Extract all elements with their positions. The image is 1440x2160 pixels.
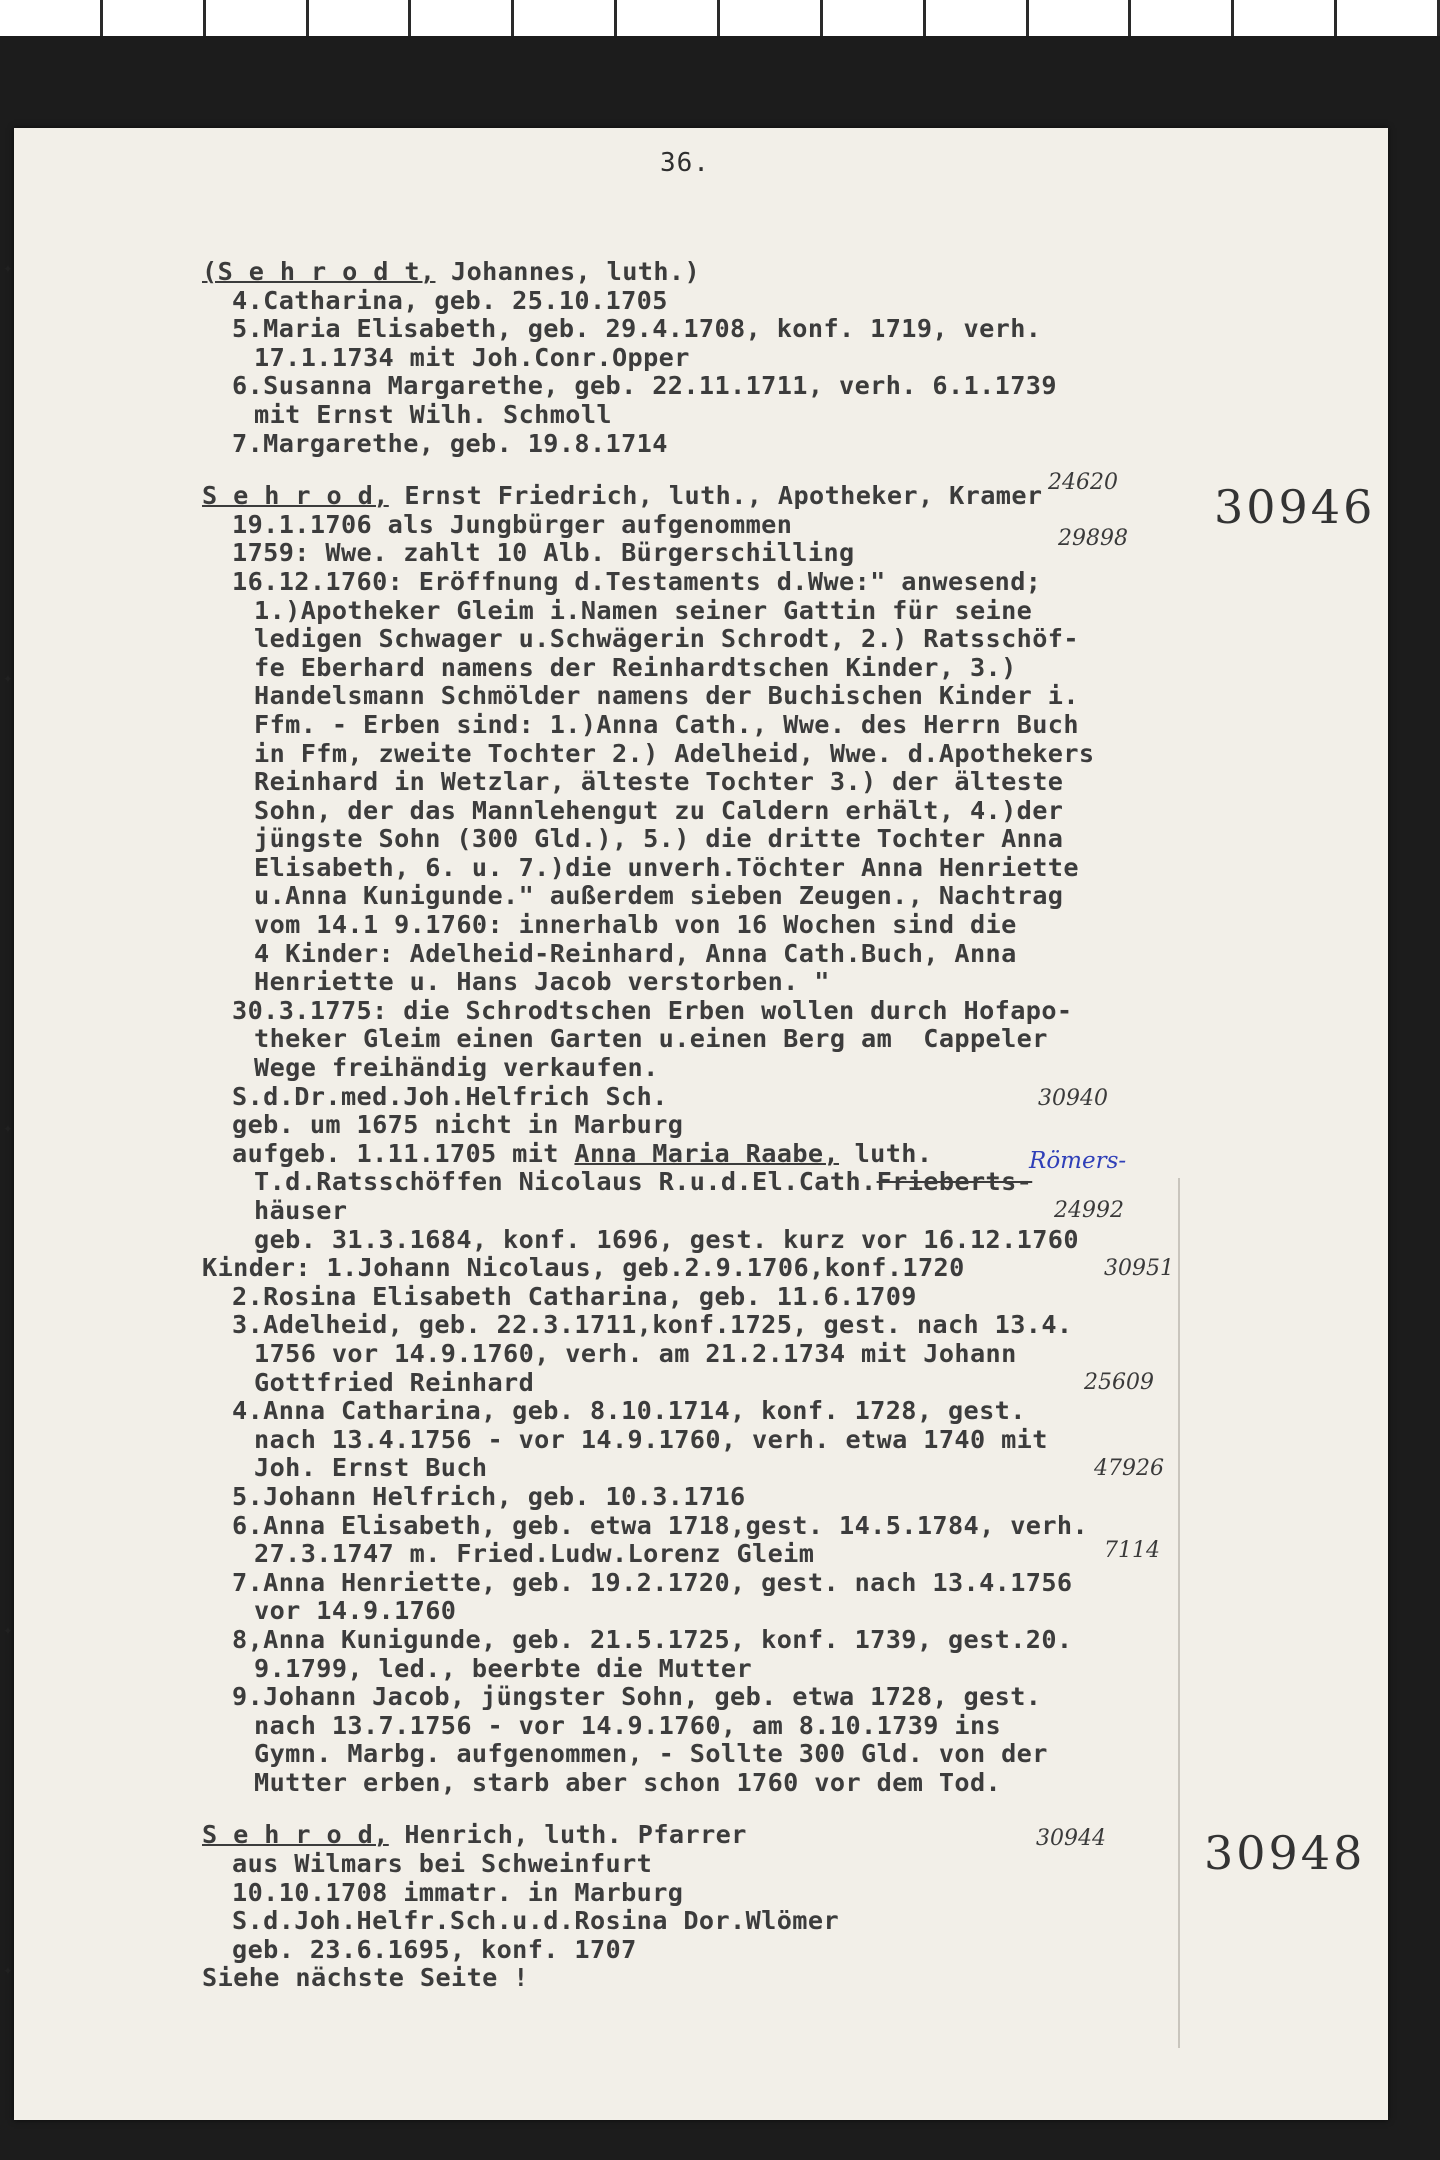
text-line: Reinhard in Wetzlar, älteste Tochter 3.) der älteste	[254, 767, 1064, 797]
text-line: (S e h r o d t, Johannes, luth.)	[202, 257, 701, 286]
text-line: Sohn, der das Mannlehengut zu Caldern erhält, 4.)der	[254, 795, 1064, 825]
text-line: 10.10.1708 immatr. in Marburg	[232, 1877, 684, 1907]
record-number: 30948	[1204, 1826, 1366, 1880]
text-line: 16.12.1760: Eröffnung d.Testaments d.Wwe:" anwesend;	[232, 566, 1042, 596]
text-line: aus Wilmars bei Schweinfurt	[232, 1849, 653, 1879]
text-line: jüngste Sohn (300 Gld.), 5.) die dritte Tochter Anna	[254, 824, 1064, 854]
text-line: 9.1799, led., beerbte die Mutter	[254, 1653, 753, 1683]
text-line: 8,Anna Kunigunde, geb. 21.5.1725, konf. 1739, gest.20.	[232, 1624, 1073, 1654]
text-line: S.d.Dr.med.Joh.Helfrich Sch.	[232, 1081, 668, 1111]
handwritten-note: 30940	[1038, 1086, 1108, 1111]
film-edge-mark: ✦	[3, 258, 13, 277]
text-line: aufgeb. 1.11.1705 mit Anna Maria Raabe, luth.	[232, 1138, 933, 1168]
text-line: Kinder: 1.Johann Nicolaus, geb.2.9.1706,konf.1720	[202, 1253, 965, 1283]
text-line: vor 14.9.1760	[254, 1596, 457, 1626]
text-line: geb. 31.3.1684, konf. 1696, gest. kurz vor 16.12.1760	[254, 1224, 1079, 1254]
text-line: Wege freihändig verkaufen.	[254, 1053, 659, 1083]
text-line: 1759: Wwe. zahlt 10 Alb. Bürgerschilling	[232, 538, 855, 568]
handwritten-note: 25609	[1084, 1370, 1154, 1395]
text-line: vom 14.1 9.1760: innerhalb von 16 Wochen sind die	[254, 910, 1017, 940]
text-line: Siehe nächste Seite !	[202, 1963, 529, 1993]
text-line: 7.Anna Henriette, geb. 19.2.1720, gest. nach 13.4.1756	[232, 1567, 1073, 1597]
text-line: nach 13.7.1756 - vor 14.9.1760, am 8.10.1739 ins	[254, 1710, 1002, 1740]
handwritten-note: 24992	[1054, 1198, 1124, 1223]
handwritten-note: 30944	[1036, 1826, 1106, 1851]
film-edge-mark: ✦	[3, 1960, 13, 1979]
text-line: theker Gleim einen Garten u.einen Berg am Cappeler	[254, 1024, 1048, 1054]
text-line: Elisabeth, 6. u. 7.)die unverh.Töchter Anna Henriette	[254, 852, 1079, 882]
page-number: 36.	[660, 148, 710, 178]
text-line: 19.1.1706 als Jungbürger aufgenommen	[232, 509, 793, 539]
text-line: ledigen Schwager u.Schwägerin Schrodt, 2.) Ratsschöf-	[254, 624, 1079, 654]
text-line: mit Ernst Wilh. Schmoll	[254, 399, 612, 429]
text-line: 3.Adelheid, geb. 22.3.1711,konf.1725, gest. nach 13.4.	[232, 1310, 1073, 1340]
handwritten-note: 47926	[1094, 1456, 1164, 1481]
text-line: häuser	[254, 1196, 348, 1225]
text-line: 6.Anna Elisabeth, geb. etwa 1718,gest. 14.5.1784, verh.	[232, 1510, 1089, 1540]
text-line: 17.1.1734 mit Joh.Conr.Opper	[254, 342, 690, 372]
text-line: nach 13.4.1756 - vor 14.9.1760, verh. etwa 1740 mit	[254, 1424, 1048, 1454]
handwritten-note: 30951	[1104, 1256, 1174, 1281]
text-line: 30.3.1775: die Schrodtschen Erben wollen durch Hofapo-	[232, 995, 1073, 1025]
film-edge-mark: ✦	[3, 1118, 13, 1137]
text-line: S e h r o d, Henrich, luth. Pfarrer	[202, 1820, 747, 1850]
film-strip-top	[0, 0, 1440, 36]
text-line: 7.Margarethe, geb. 19.8.1714	[232, 428, 668, 458]
text-line: 9.Johann Jacob, jüngster Sohn, geb. etwa 1728, gest.	[232, 1682, 1042, 1712]
text-line: Gottfried Reinhard	[254, 1367, 535, 1397]
text-line: 1756 vor 14.9.1760, verh. am 21.2.1734 mit Johann	[254, 1338, 1017, 1368]
text-line: Henriette u. Hans Jacob verstorben. "	[254, 967, 830, 997]
text-line: S e h r o d, Ernst Friedrich, luth., Apotheker, Kramer	[202, 481, 1043, 511]
film-edge-mark: ✦	[3, 668, 13, 687]
text-line: geb. 23.6.1695, konf. 1707	[232, 1934, 637, 1964]
text-line: u.Anna Kunigunde." außerdem sieben Zeugen., Nachtrag	[254, 881, 1064, 911]
document-page	[14, 128, 1388, 2120]
text-line: Handelsmann Schmölder namens der Buchischen Kinder i.	[254, 681, 1079, 711]
text-line: 4.Anna Catharina, geb. 8.10.1714, konf. 1728, gest.	[232, 1396, 1026, 1426]
typed-text	[202, 258, 1262, 1993]
handwritten-note: Römers-	[1029, 1148, 1127, 1174]
text-line: Ffm. - Erben sind: 1.)Anna Cath., Wwe. des Herrn Buch	[254, 709, 1079, 739]
text-line: fe Eberhard namens der Reinhardtschen Kinder, 3.)	[254, 652, 1017, 682]
text-line: Joh. Ernst Buch	[254, 1453, 488, 1483]
handwritten-note: 29898	[1058, 526, 1128, 551]
text-line: 6.Susanna Margarethe, geb. 22.11.1711, verh. 6.1.1739	[232, 371, 1057, 401]
text-line: Mutter erben, starb aber schon 1760 vor dem Tod.	[254, 1767, 1002, 1797]
text-line: 1.)Apotheker Gleim i.Namen seiner Gattin für seine	[254, 595, 1033, 625]
text-line: 5.Maria Elisabeth, geb. 29.4.1708, konf. 1719, verh.	[232, 314, 1042, 344]
text-line: T.d.Ratsschöffen Nicolaus R.u.d.El.Cath.Frieberts-	[254, 1167, 1033, 1197]
text-line: geb. um 1675 nicht in Marburg	[232, 1110, 684, 1140]
text-line: in Ffm, zweite Tochter 2.) Adelheid, Wwe. d.Apothekers	[254, 738, 1095, 768]
record-number: 30946	[1214, 480, 1376, 534]
film-edge-mark: ✦	[3, 1620, 13, 1639]
text-line: 4 Kinder: Adelheid-Reinhard, Anna Cath.Buch, Anna	[254, 938, 1017, 968]
text-line: 27.3.1747 m. Fried.Ludw.Lorenz Gleim	[254, 1539, 815, 1569]
text-line: 2.Rosina Elisabeth Catharina, geb. 11.6.1709	[232, 1281, 917, 1311]
text-line: Gymn. Marbg. aufgenommen, - Sollte 300 Gld. von der	[254, 1739, 1048, 1769]
handwritten-note: 24620	[1048, 470, 1118, 495]
handwritten-note: 7114	[1104, 1538, 1160, 1563]
text-line: 4.Catharina, geb. 25.10.1705	[232, 285, 668, 315]
text-line: S.d.Joh.Helfr.Sch.u.d.Rosina Dor.Wlömer	[232, 1906, 840, 1936]
text-line: 5.Johann Helfrich, geb. 10.3.1716	[232, 1481, 746, 1511]
